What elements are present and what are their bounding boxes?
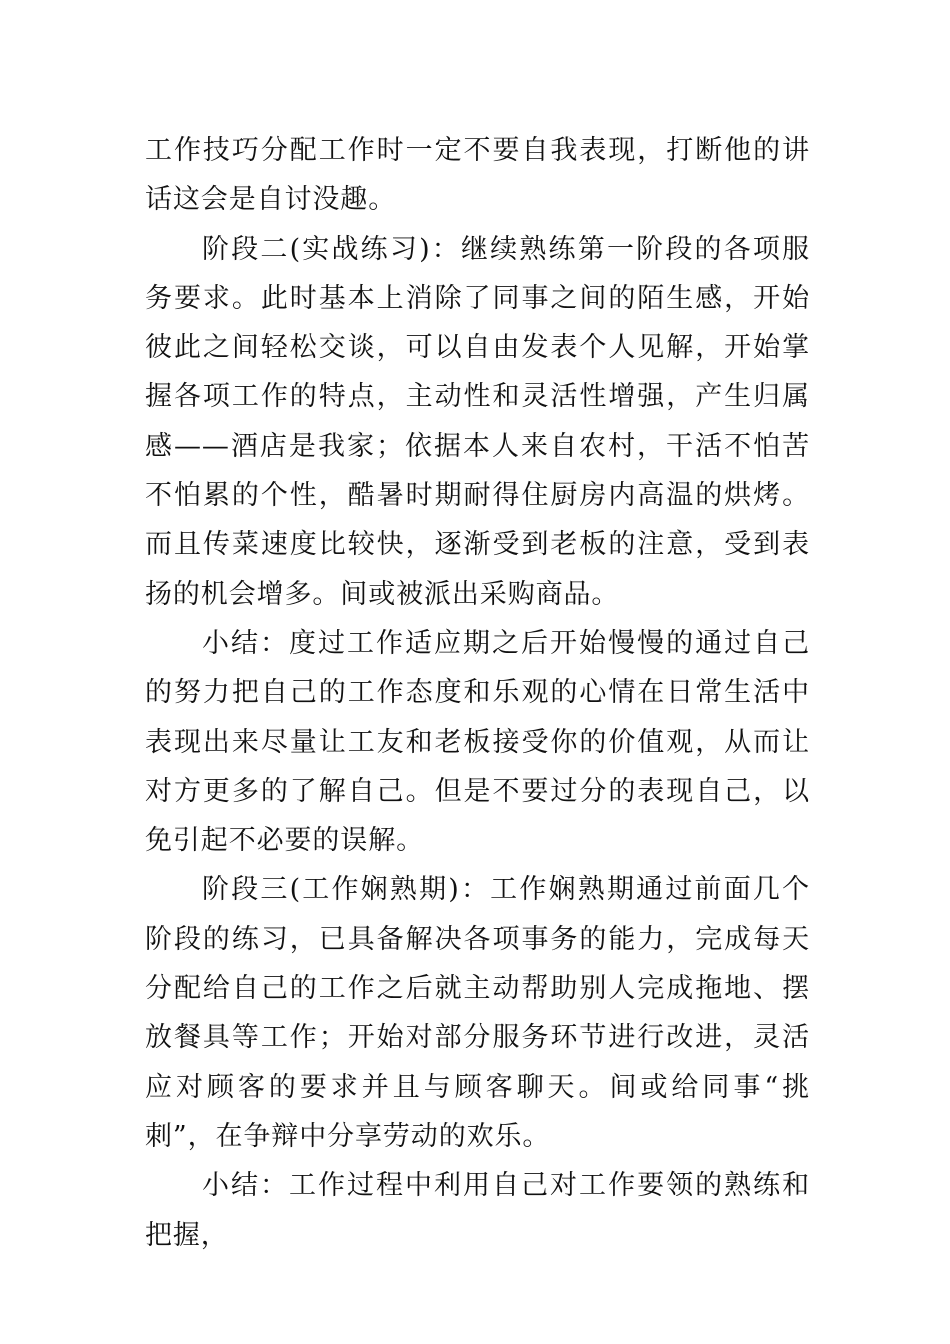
- paragraph-summary-two: 小结：工作过程中利用自己对工作要领的熟练和把握，: [145, 1170, 810, 1251]
- document-body: [145, 126, 810, 1260]
- paragraph-stage-three: 阶段三(工作娴熟期)：工作娴熟期通过前面几个阶段的练习，已具备解决各项事务的能力，完成每天分配给自己的工作之后就主动帮助别人完成拖地、摆放餐具等工作；开始对部分服务环节进行改进，灵活应对顾客的要求并且与顾客聊天。间或给同事“挑刺”，在争辩中分享劳动的欢乐。: [145, 874, 810, 1152]
- paragraph-summary-one: 小结：度过工作适应期之后开始慢慢的通过自己的努力把自己的工作态度和乐观的心情在日常生活中表现出来尽量让工友和老板接受你的价值观，从而让对方更多的了解自己。但是不要过分的表现自己，以免引起不必要的误解。: [145, 627, 810, 857]
- paragraph-stage-two: 阶段二(实战练习)：继续熟练第一阶段的各项服务要求。此时基本上消除了同事之间的陌生感，开始彼此之间轻松交谈，可以自由发表个人见解，开始掌握各项工作的特点，主动性和灵活性增强，产生归属感——酒店是我家；依据本人来自农村，干活不怕苦不怕累的个性，酷暑时期耐得住厨房内高温的烘烤。而且传菜速度比较快，逐渐受到老板的注意，受到表扬的机会增多。间或被派出采购商品。: [145, 233, 810, 610]
- paragraph-continuation: 工作技巧分配工作时一定不要自我表现，打断他的讲话这会是自讨没趣。: [145, 135, 810, 216]
